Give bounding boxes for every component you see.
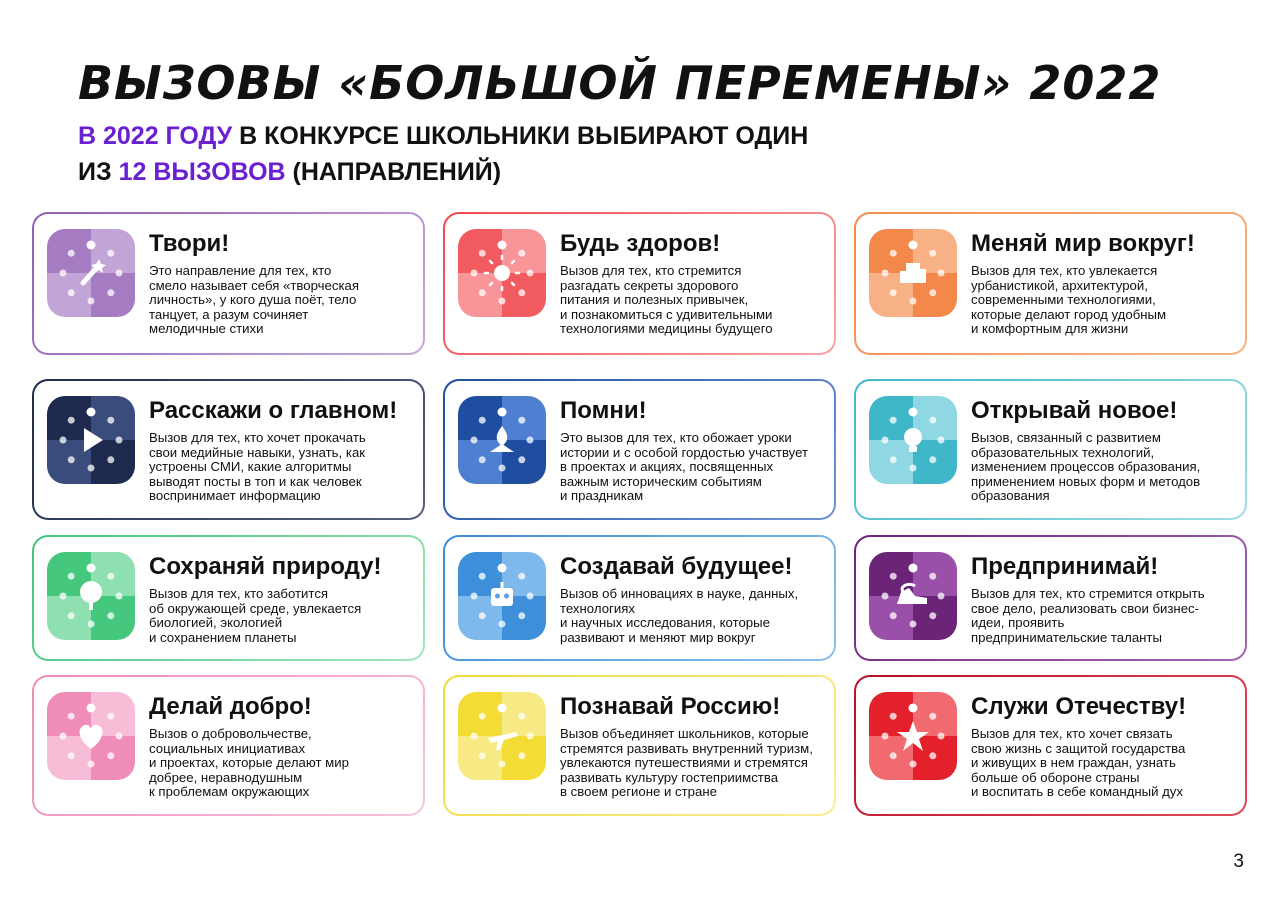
challenge-card-body: [34, 214, 423, 353]
challenge-card: [32, 212, 425, 355]
subtitle-line-2: [78, 154, 808, 190]
page-number: 3: [1233, 851, 1244, 872]
challenge-description: Вызов об инновациях в науке, данных, технологиях и научных исследования, которые развивают и меняют мир вокруг: [560, 586, 799, 645]
challenge-description: Вызов для тех, кто заботится об окружающей среде, увлекается биологией, экологией и сохранением планеты: [149, 586, 362, 645]
airplane-icon: [458, 692, 546, 780]
challenges-grid: [32, 212, 1248, 818]
challenge-title: Расскажи о главном!: [149, 397, 398, 424]
challenge-card-body: [445, 537, 834, 659]
challenge-card: [32, 535, 425, 661]
challenge-card: [443, 535, 836, 661]
magic-wand-icon: [47, 229, 135, 317]
challenge-card: [854, 379, 1247, 520]
challenge-card: [854, 535, 1247, 661]
play-icon: [47, 396, 135, 484]
challenge-card-body: [856, 381, 1245, 518]
challenge-card-body: [445, 214, 834, 353]
lightbulb-icon: [869, 396, 957, 484]
challenge-description: Вызов для тех, кто стремится открыть свое дело, реализовать свои бизнес- идеи, проявить предпринимательские таланты: [971, 586, 1205, 645]
challenge-card: [443, 212, 836, 355]
challenge-card: [443, 379, 836, 520]
challenge-card: [854, 212, 1247, 355]
subtitle-text: В КОНКУРСЕ ШКОЛЬНИКИ ВЫБИРАЮТ ОДИН: [232, 122, 809, 150]
challenge-card-body: [34, 381, 423, 518]
challenge-title: Помни!: [560, 397, 647, 424]
challenge-description: Вызов для тех, кто увлекается урбанистикой, архитектурой, современными технологиями, которые делают город удобным и комфортным для жизни: [971, 263, 1167, 337]
challenge-card-body: [856, 214, 1245, 353]
heart-icon: [47, 692, 135, 780]
challenge-description: Вызов о добровольчестве, социальных инициативах и проектах, которые делают мир добрее, неравнодушным к проблемам окружающих: [149, 726, 349, 800]
challenge-description: Вызов для тех, кто стремится разгадать секреты здорового питания и полезных привычек, и познакомиться с удивительными технологиями медицины будущего: [560, 263, 773, 337]
challenge-card-body: [445, 381, 834, 518]
army-star-icon: [869, 692, 957, 780]
subtitle-text: (НАПРАВЛЕНИЙ): [285, 158, 502, 186]
challenge-title: Служи Отечеству!: [971, 693, 1187, 720]
challenge-card: [32, 379, 425, 520]
sun-icon: [458, 229, 546, 317]
challenge-title: Познавай Россию!: [560, 693, 781, 720]
robot-icon: [458, 552, 546, 640]
challenge-description: Вызов для тех, кто хочет связать свою жизнь с защитой государства и живущих в нем граждан, узнать больше об обороне страны и воспитать в себе командный дух: [971, 726, 1186, 800]
challenge-description: Вызов, связанный с развитием образовательных технологий, изменением процессов образования, применением новых форм и методов образования: [971, 430, 1201, 504]
challenge-card-body: [34, 677, 423, 814]
subtitle-line-1: [78, 118, 808, 154]
subtitle-highlight-count: 12 ВЫЗОВОВ: [118, 158, 286, 186]
eternal-flame-icon: [458, 396, 546, 484]
city-icon: [869, 229, 957, 317]
subtitle-highlight-year: В 2022 ГОДУ: [78, 122, 233, 150]
challenge-title: Предпринимай!: [971, 553, 1159, 580]
challenge-card-body: [856, 537, 1245, 659]
tree-icon: [47, 552, 135, 640]
challenge-description: Это вызов для тех, кто обожает уроки истории и с особой гордостью участвует в проектах и акциях, посвященных важным историческим событиям и праздникам: [560, 430, 809, 504]
challenge-description: Это направление для тех, кто смело называет себя «творческая личность», у кого душа поёт, тело танцует, а разум сочиняет мелодичные стихи: [149, 263, 359, 337]
subtitle-text: ИЗ: [78, 158, 119, 186]
challenge-description: Вызов объединяет школьников, которые стремятся развивать внутренний туризм, увлекаются путешествиями и стремятся развивать культуру гостеприимства в своем регионе и стране: [560, 726, 813, 800]
page-title: ВЫЗОВЫ «БОЛЬШОЙ ПЕРЕМЕНЫ» 2022: [78, 56, 1162, 110]
challenge-description: Вызов для тех, кто хочет прокачать свои медийные навыки, узнать, как устроены СМИ, какие алгоритмы выводят посты в топ и как человек воспринимает информацию: [149, 430, 366, 504]
challenge-title: Открывай новое!: [971, 397, 1178, 424]
challenge-title: Делай добро!: [149, 693, 312, 720]
page-subtitle: [78, 118, 808, 190]
challenge-card-body: [34, 537, 423, 659]
challenge-card: [854, 675, 1247, 816]
winged-shoe-icon: [869, 552, 957, 640]
challenge-title: Меняй мир вокруг!: [971, 230, 1195, 257]
challenge-title: Создавай будущее!: [560, 553, 793, 580]
challenge-title: Сохраняй природу!: [149, 553, 382, 580]
challenge-card-body: [856, 677, 1245, 814]
challenge-card-body: [445, 677, 834, 814]
challenge-card: [32, 675, 425, 816]
challenge-card: [443, 675, 836, 816]
challenge-title: Будь здоров!: [560, 230, 721, 257]
challenge-title: Твори!: [149, 230, 230, 257]
